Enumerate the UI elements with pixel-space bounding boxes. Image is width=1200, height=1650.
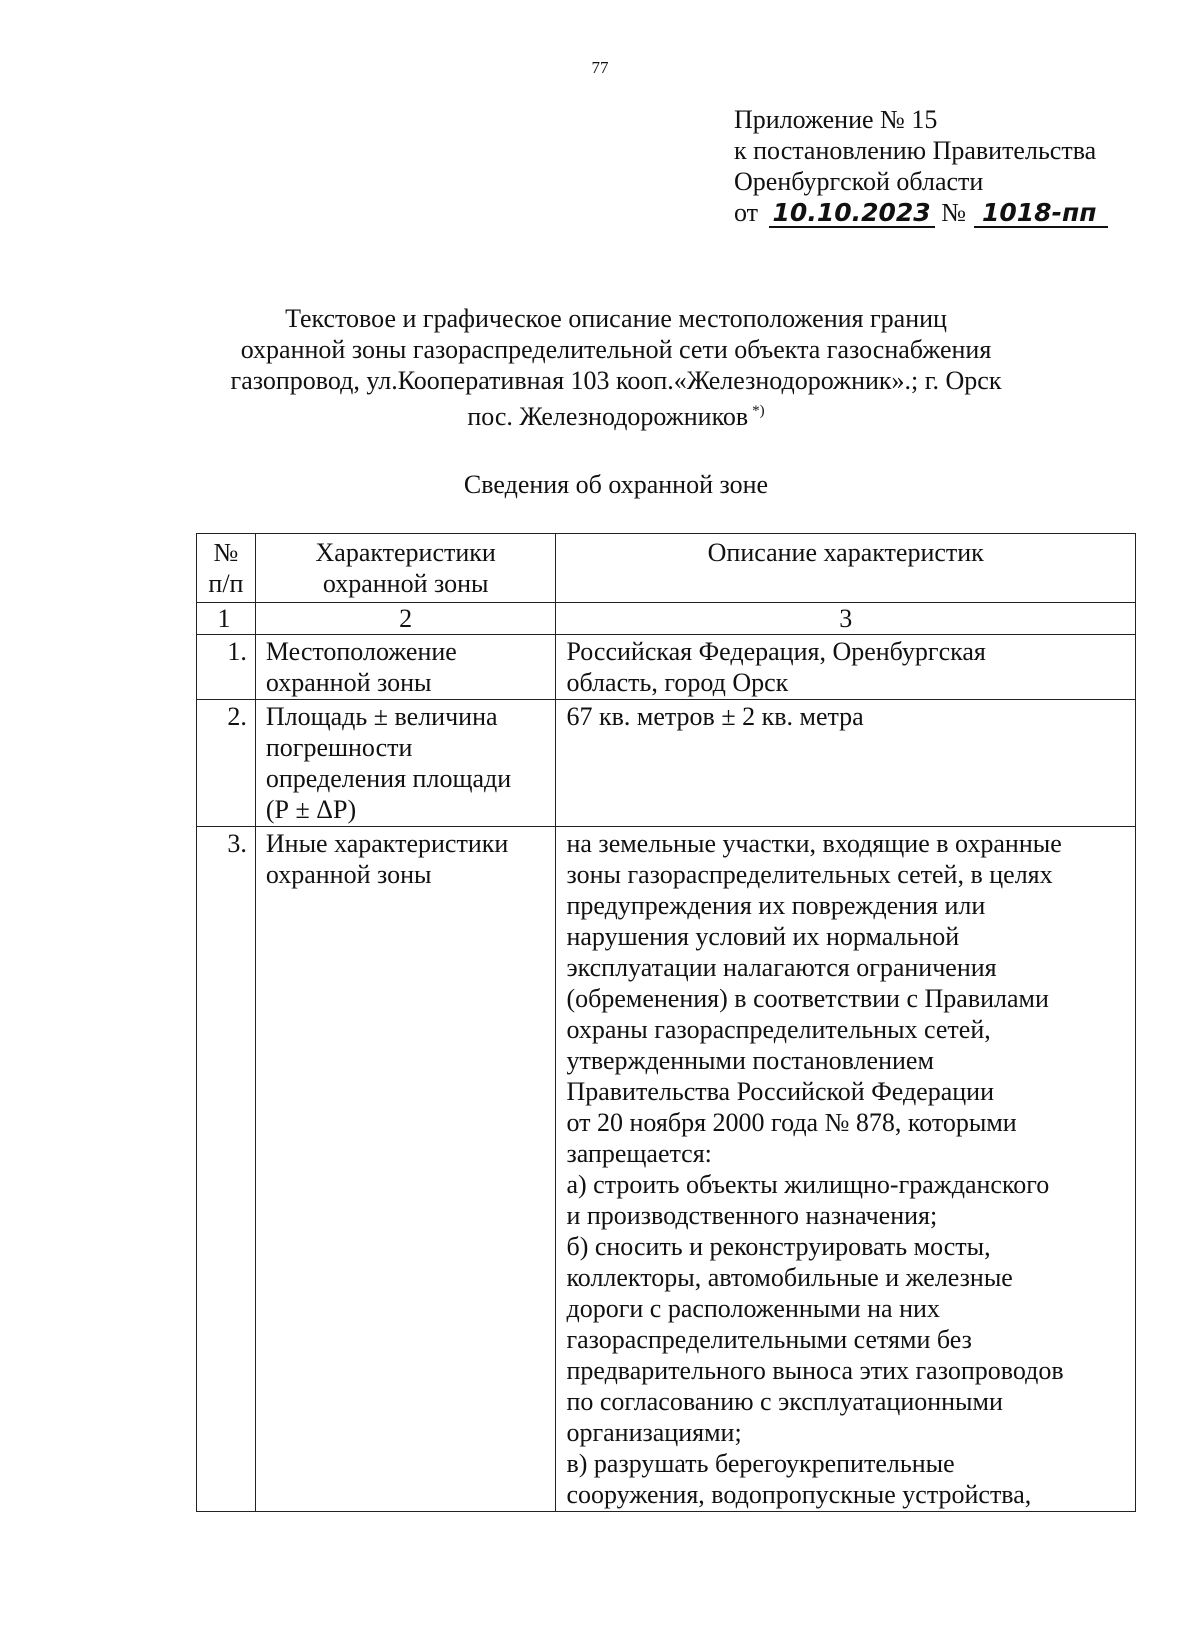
appendix-date-line: [734, 197, 1108, 228]
row-number: 1.: [197, 635, 256, 700]
document-title: [0, 303, 1200, 432]
table-row: [197, 635, 1136, 700]
table-header-row: [197, 534, 1136, 603]
row-description: Российская Федерация, Оренбургская область, город Орск: [556, 635, 1136, 700]
number-label: №: [941, 198, 966, 227]
column-number: 2: [255, 603, 556, 635]
from-label: от: [734, 198, 759, 227]
row-characteristic: Иные характеристики охранной зоны: [255, 827, 556, 1512]
appendix-header: [734, 104, 1108, 228]
page-number: 77: [591, 58, 609, 77]
row-description: на земельные участки, входящие в охранные зоны газораспределительных сетей, в целях предупреждения их повреждения или нарушения условий их нормальной эксплуатации налагаются ограничения (обременения) в соответствии с Правилами охраны газораспределительных сетей, утвержденными постановлением Правительства Российской Федерации от 20 ноября 2000 года № 878, которыми запрещается: а) строить объекты жилищно-гражданского и производственного назначения; б) сносить и реконструировать мосты, коллекторы, автомобильные и железные дороги с расположенными на них газораспределительными сетями без предварительного выноса этих газопроводов по согласованию с эксплуатационными организациями; в) разрушать берегоукрепительные сооружения, водопропускные устройства,: [556, 827, 1136, 1512]
row-characteristic: Площадь ± величина погрешности определения площади (Р ± ΔР): [255, 700, 556, 827]
column-number: 1: [197, 603, 256, 635]
handwritten-number: 1018-пп: [974, 200, 1108, 228]
row-characteristic: Местоположение охранной зоны: [255, 635, 556, 700]
appendix-title: Приложение № 15: [734, 105, 938, 134]
row-description: 67 кв. метров ± 2 кв. метра: [556, 700, 1136, 827]
header-number: № п/п: [197, 534, 256, 603]
column-number-row: [197, 603, 1136, 635]
title-line-1: Текстовое и графическое описание местоположения границ: [285, 304, 947, 333]
column-number: 3: [556, 603, 1136, 635]
row-number: 3.: [197, 827, 256, 1512]
footnote-mark: *): [752, 403, 765, 419]
row-number: 2.: [197, 700, 256, 827]
zone-info-table: [196, 533, 1136, 1512]
section-subtitle: Сведения об охранной зоне: [463, 470, 769, 499]
table-row: [197, 700, 1136, 827]
title-line-2: охранной зоны газораспределительной сети объекта газоснабжения: [240, 335, 992, 364]
appendix-line-2: к постановлению Правительства: [734, 136, 1097, 165]
table-row: [197, 827, 1136, 1512]
appendix-line-3: Оренбургской области: [734, 167, 984, 196]
title-line-3: газопровод, ул.Кооперативная 103 кооп.«Железнодорожник».; г. Орск: [230, 366, 1002, 395]
title-line-4: пос. Железнодорожников *): [467, 402, 765, 431]
handwritten-date: 10.10.2023: [769, 200, 935, 228]
header-characteristics: Характеристики охранной зоны: [255, 534, 556, 603]
header-description: Описание характеристик: [556, 534, 1136, 603]
